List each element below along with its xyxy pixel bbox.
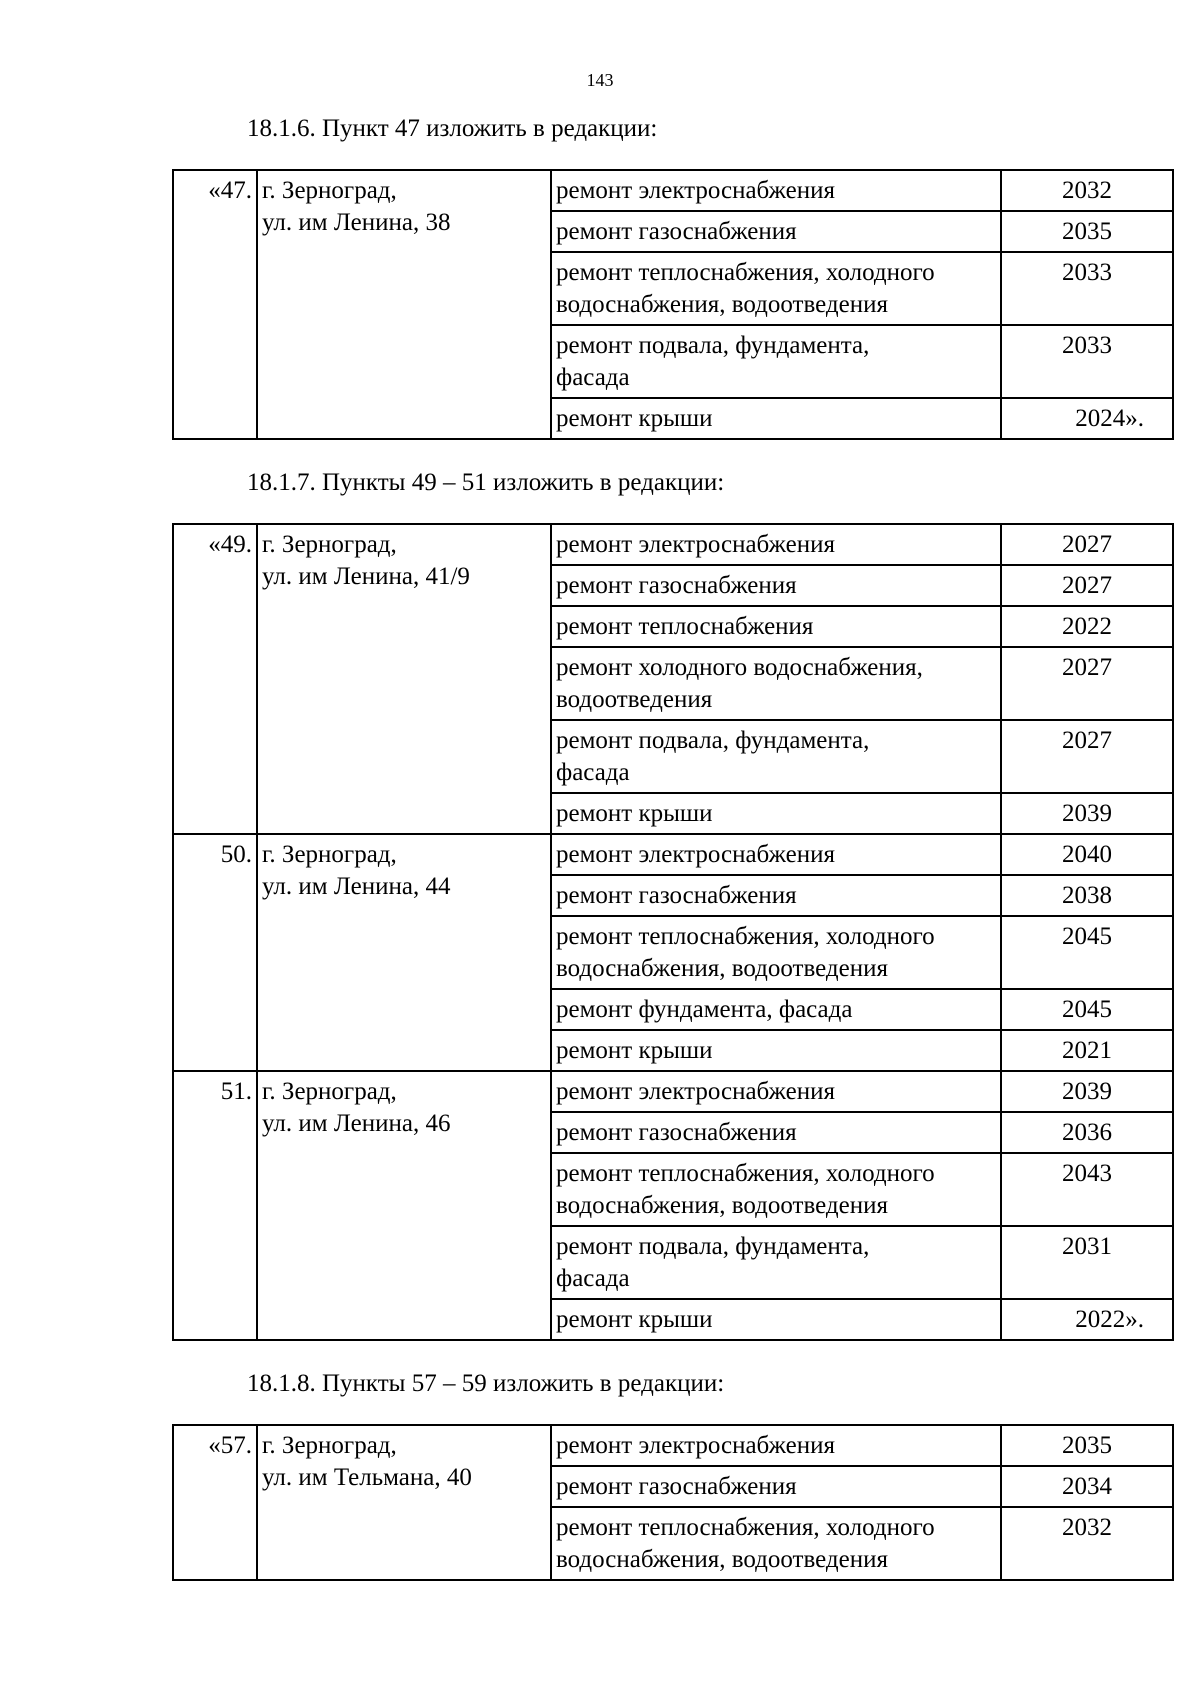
- section-heading: 18.1.8. Пункты 57 – 59 изложить в редакции:: [247, 1370, 725, 1397]
- work-type: ремонт газоснабжения: [551, 1112, 1001, 1153]
- work-year: 2040: [1001, 834, 1173, 875]
- work-year: 2032: [1001, 170, 1173, 211]
- work-type: ремонт газоснабжения: [551, 1466, 1001, 1507]
- item-number: «57.: [173, 1425, 257, 1580]
- item-address: г. Зерноград, ул. им Ленина, 38: [257, 170, 551, 439]
- work-type: ремонт крыши: [551, 1299, 1001, 1340]
- item-number: 50.: [173, 834, 257, 1071]
- section-heading: 18.1.7. Пункты 49 – 51 изложить в редакции:: [247, 469, 725, 496]
- item-address: г. Зерноград, ул. им Ленина, 46: [257, 1071, 551, 1340]
- work-year: 2036: [1001, 1112, 1173, 1153]
- item-address: г. Зерноград, ул. им Ленина, 44: [257, 834, 551, 1071]
- work-year: 2034: [1001, 1466, 1173, 1507]
- work-year: 2039: [1001, 1071, 1173, 1112]
- item-address: г. Зерноград, ул. им Тельмана, 40: [257, 1425, 551, 1580]
- work-year: 2027: [1001, 565, 1173, 606]
- work-type: ремонт электроснабжения: [551, 834, 1001, 875]
- repair-schedule-table: [172, 169, 1174, 440]
- table-row: [173, 524, 1173, 565]
- work-year: 2031: [1001, 1226, 1173, 1299]
- work-year: 2024».: [1001, 398, 1173, 439]
- work-year: 2038: [1001, 875, 1173, 916]
- work-year: 2035: [1001, 1425, 1173, 1466]
- repair-schedule-table: [172, 523, 1174, 1341]
- work-type: ремонт газоснабжения: [551, 211, 1001, 252]
- work-year: 2032: [1001, 1507, 1173, 1580]
- item-number: «47.: [173, 170, 257, 439]
- work-type: ремонт электроснабжения: [551, 524, 1001, 565]
- work-type: ремонт теплоснабжения, холодного водоснабжения, водоотведения: [551, 916, 1001, 989]
- work-type: ремонт газоснабжения: [551, 875, 1001, 916]
- table-row: [173, 1071, 1173, 1112]
- work-type: ремонт электроснабжения: [551, 1071, 1001, 1112]
- work-type: ремонт электроснабжения: [551, 170, 1001, 211]
- item-number: «49.: [173, 524, 257, 834]
- work-year: 2035: [1001, 211, 1173, 252]
- work-year: 2027: [1001, 720, 1173, 793]
- work-year: 2039: [1001, 793, 1173, 834]
- work-year: 2022: [1001, 606, 1173, 647]
- work-type: ремонт электроснабжения: [551, 1425, 1001, 1466]
- work-type: ремонт теплоснабжения: [551, 606, 1001, 647]
- work-type: ремонт подвала, фундамента, фасада: [551, 325, 1001, 398]
- table-row: [173, 1425, 1173, 1466]
- work-year: 2021: [1001, 1030, 1173, 1071]
- work-year: 2027: [1001, 524, 1173, 565]
- work-type: ремонт теплоснабжения, холодного водоснабжения, водоотведения: [551, 252, 1001, 325]
- item-number: 51.: [173, 1071, 257, 1340]
- work-type: ремонт теплоснабжения, холодного водоснабжения, водоотведения: [551, 1507, 1001, 1580]
- work-year: 2022».: [1001, 1299, 1173, 1340]
- work-type: ремонт теплоснабжения, холодного водоснабжения, водоотведения: [551, 1153, 1001, 1226]
- work-type: ремонт фундамента, фасада: [551, 989, 1001, 1030]
- item-address: г. Зерноград, ул. им Ленина, 41/9: [257, 524, 551, 834]
- work-year: 2045: [1001, 989, 1173, 1030]
- work-year: 2033: [1001, 325, 1173, 398]
- work-year: 2045: [1001, 916, 1173, 989]
- repair-schedule-table: [172, 1424, 1174, 1581]
- work-type: ремонт подвала, фундамента, фасада: [551, 1226, 1001, 1299]
- work-type: ремонт крыши: [551, 793, 1001, 834]
- work-year: 2027: [1001, 647, 1173, 720]
- work-type: ремонт холодного водоснабжения, водоотведения: [551, 647, 1001, 720]
- section-heading: 18.1.6. Пункт 47 изложить в редакции:: [247, 115, 658, 142]
- work-type: ремонт крыши: [551, 1030, 1001, 1071]
- table-row: [173, 170, 1173, 211]
- work-year: 2033: [1001, 252, 1173, 325]
- table-row: [173, 834, 1173, 875]
- work-type: ремонт крыши: [551, 398, 1001, 439]
- work-year: 2043: [1001, 1153, 1173, 1226]
- page-number: 143: [586, 70, 614, 90]
- work-type: ремонт подвала, фундамента, фасада: [551, 720, 1001, 793]
- work-type: ремонт газоснабжения: [551, 565, 1001, 606]
